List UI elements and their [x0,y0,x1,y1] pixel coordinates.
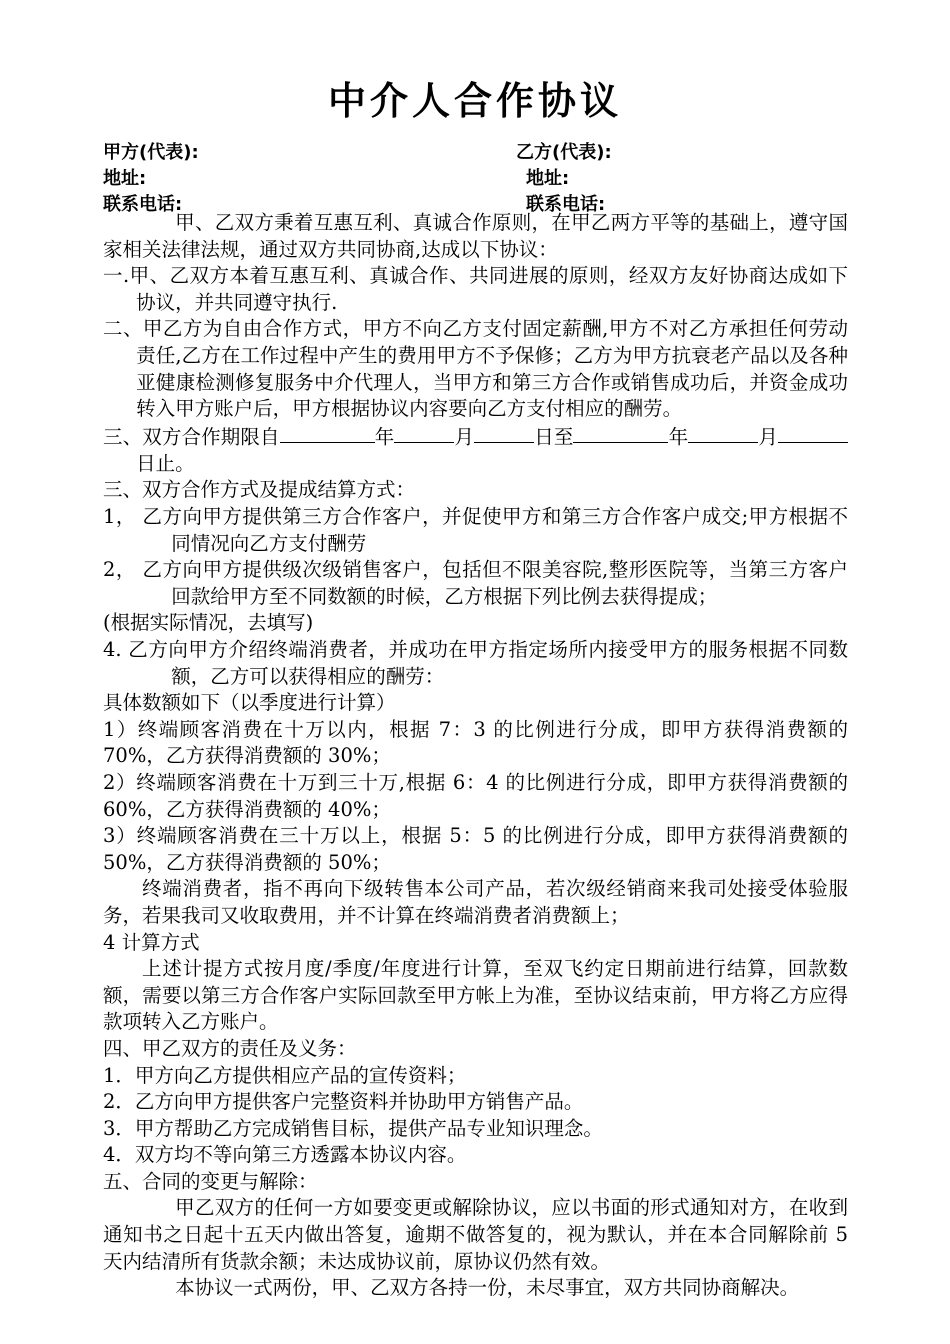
party-b-address-label: 地址: [526,168,570,189]
calc-heading: 4 计算方式 [103,930,200,954]
change-body: 甲乙双方的任何一方如要变更或解除协议，应以书面的形式通知对方，在收到通知书之日起十五天内做出答复，逾期不做答复的，视为默认，并在本合同解除前 5 天内结清所有货款余额；未达成协议前，原协议仍然有效。 [103,1196,848,1273]
clause-1: 一.甲、乙双方本着互惠互利、真诚合作、共同进展的原则，经双方友好协商达成如下协议，并共同遵守执行. [103,264,848,314]
change-heading: 五、合同的变更与解除： [103,1169,318,1193]
duty-4: 4．双方均不等向第三方透露本协议内容。 [103,1143,467,1167]
party-b-phone-label: 联系电话: [526,194,606,215]
commission-tier-2: 2）终端顾客消费在十万到三十万,根据 6：4 的比例进行分成，即甲方获得消费额的 60%，乙方获得消费额的 40%； [103,770,848,821]
party-b-label: 乙方(代表): [516,142,612,163]
term-month-2: 月 [758,425,778,449]
duty-3: 3．甲方帮助乙方完成销售目标，提供产品专业知识理念。 [103,1116,603,1140]
end-month-blank[interactable] [688,423,758,444]
start-day-blank[interactable] [474,423,534,444]
document-title: 中介人合作协议 [327,78,622,123]
calc-body: 上述计提方式按月度/季度/年度进行计算，至双飞约定日期前进行结算，回款数额，需要以第三方合作客户实际回款至甲方帐上为准，至协议结束前，甲方将乙方应得款项转入乙方账户。 [103,957,848,1034]
cooperation-item-2: 2， 乙方向甲方提供级次级销售客户，包括但不限美容院,整形医院等，当第三方客户回款给甲方至不同数额的时候，乙方根据下列比例去获得提成； [103,558,848,608]
term-prefix: 三、双方合作期限自 [103,425,280,449]
end-year-blank[interactable] [573,423,668,444]
agreement-body [103,210,848,1302]
fill-note: (根据实际情况，去填写) [103,611,314,635]
intro-paragraph: 甲、乙双方秉着互惠互利、真诚合作原则，在甲乙两方平等的基础上，遵守国家相关法律法规，通过双方共同协商,达成以下协议： [103,211,848,261]
end-consumer-definition: 终端消费者，指不再向下级转售本公司产品，若次级经销商来我司处接受体验服务，若果我司又收取费用，并不计算在终端消费者消费额上； [103,877,848,927]
duty-2: 2．乙方向甲方提供客户完整资料并协助甲方销售产品。 [103,1090,584,1114]
clause-3-term [103,423,848,478]
term-year-1: 年 [374,425,395,449]
start-month-blank[interactable] [394,423,454,444]
term-month-1: 月 [454,425,475,449]
party-a-phone-label: 联系电话: [103,194,183,215]
cooperation-item-4: 4. 乙方向甲方介绍终端消费者，并成功在甲方指定场所内接受甲方的服务根据不同数额，乙方可以获得相应的酬劳： [103,638,848,688]
term-year-2: 年 [668,425,689,449]
term-day-1: 日至 [534,425,574,449]
party-a-address-label: 地址: [103,168,147,189]
cooperation-item-1: 1， 乙方向甲方提供第三方合作客户，并促使甲方和第三方合作客户成交;甲方根据不同情况向乙方支付酬劳 [103,505,848,555]
duty-1: 1．甲方向乙方提供相应产品的宣传资料； [103,1063,467,1087]
start-year-blank[interactable] [280,423,375,444]
term-end: 日止。 [136,451,195,475]
detail-heading: 具体数额如下（以季度进行计算） [103,691,396,715]
duties-heading: 四、甲乙双方的责任及义务： [103,1036,357,1060]
party-a-label: 甲方(代表): [103,142,199,163]
commission-tier-1: 1）终端顾客消费在十万以内，根据 7：3 的比例进行分成，即甲方获得消费额的 70%，乙方获得消费额的 30%； [103,717,848,768]
clause-3-heading: 三、双方合作方式及提成结算方式： [103,478,416,502]
commission-tier-3: 3）终端顾客消费在三十万以上，根据 5：5 的比例进行分成，即甲方获得消费额的 50%，乙方获得消费额的 50%； [103,824,848,874]
closing-statement: 本协议一式两份，甲、乙双方各持一份，未尽事宜，双方共同协商解决。 [175,1276,800,1300]
end-day-blank[interactable] [778,423,848,444]
clause-2: 二、甲乙方为自由合作方式，甲方不向乙方支付固定薪酬,甲方不对乙方承担任何劳动责任,乙方在工作过程中产生的费用甲方不予保修；乙方为甲方抗衰老产品以及各种亚健康检测修复服务中介代理人，当甲方和第三方合作或销售成功后，并资金成功转入甲方账户后，甲方根据协议内容要向乙方支付相应的酬劳。 [103,317,848,421]
